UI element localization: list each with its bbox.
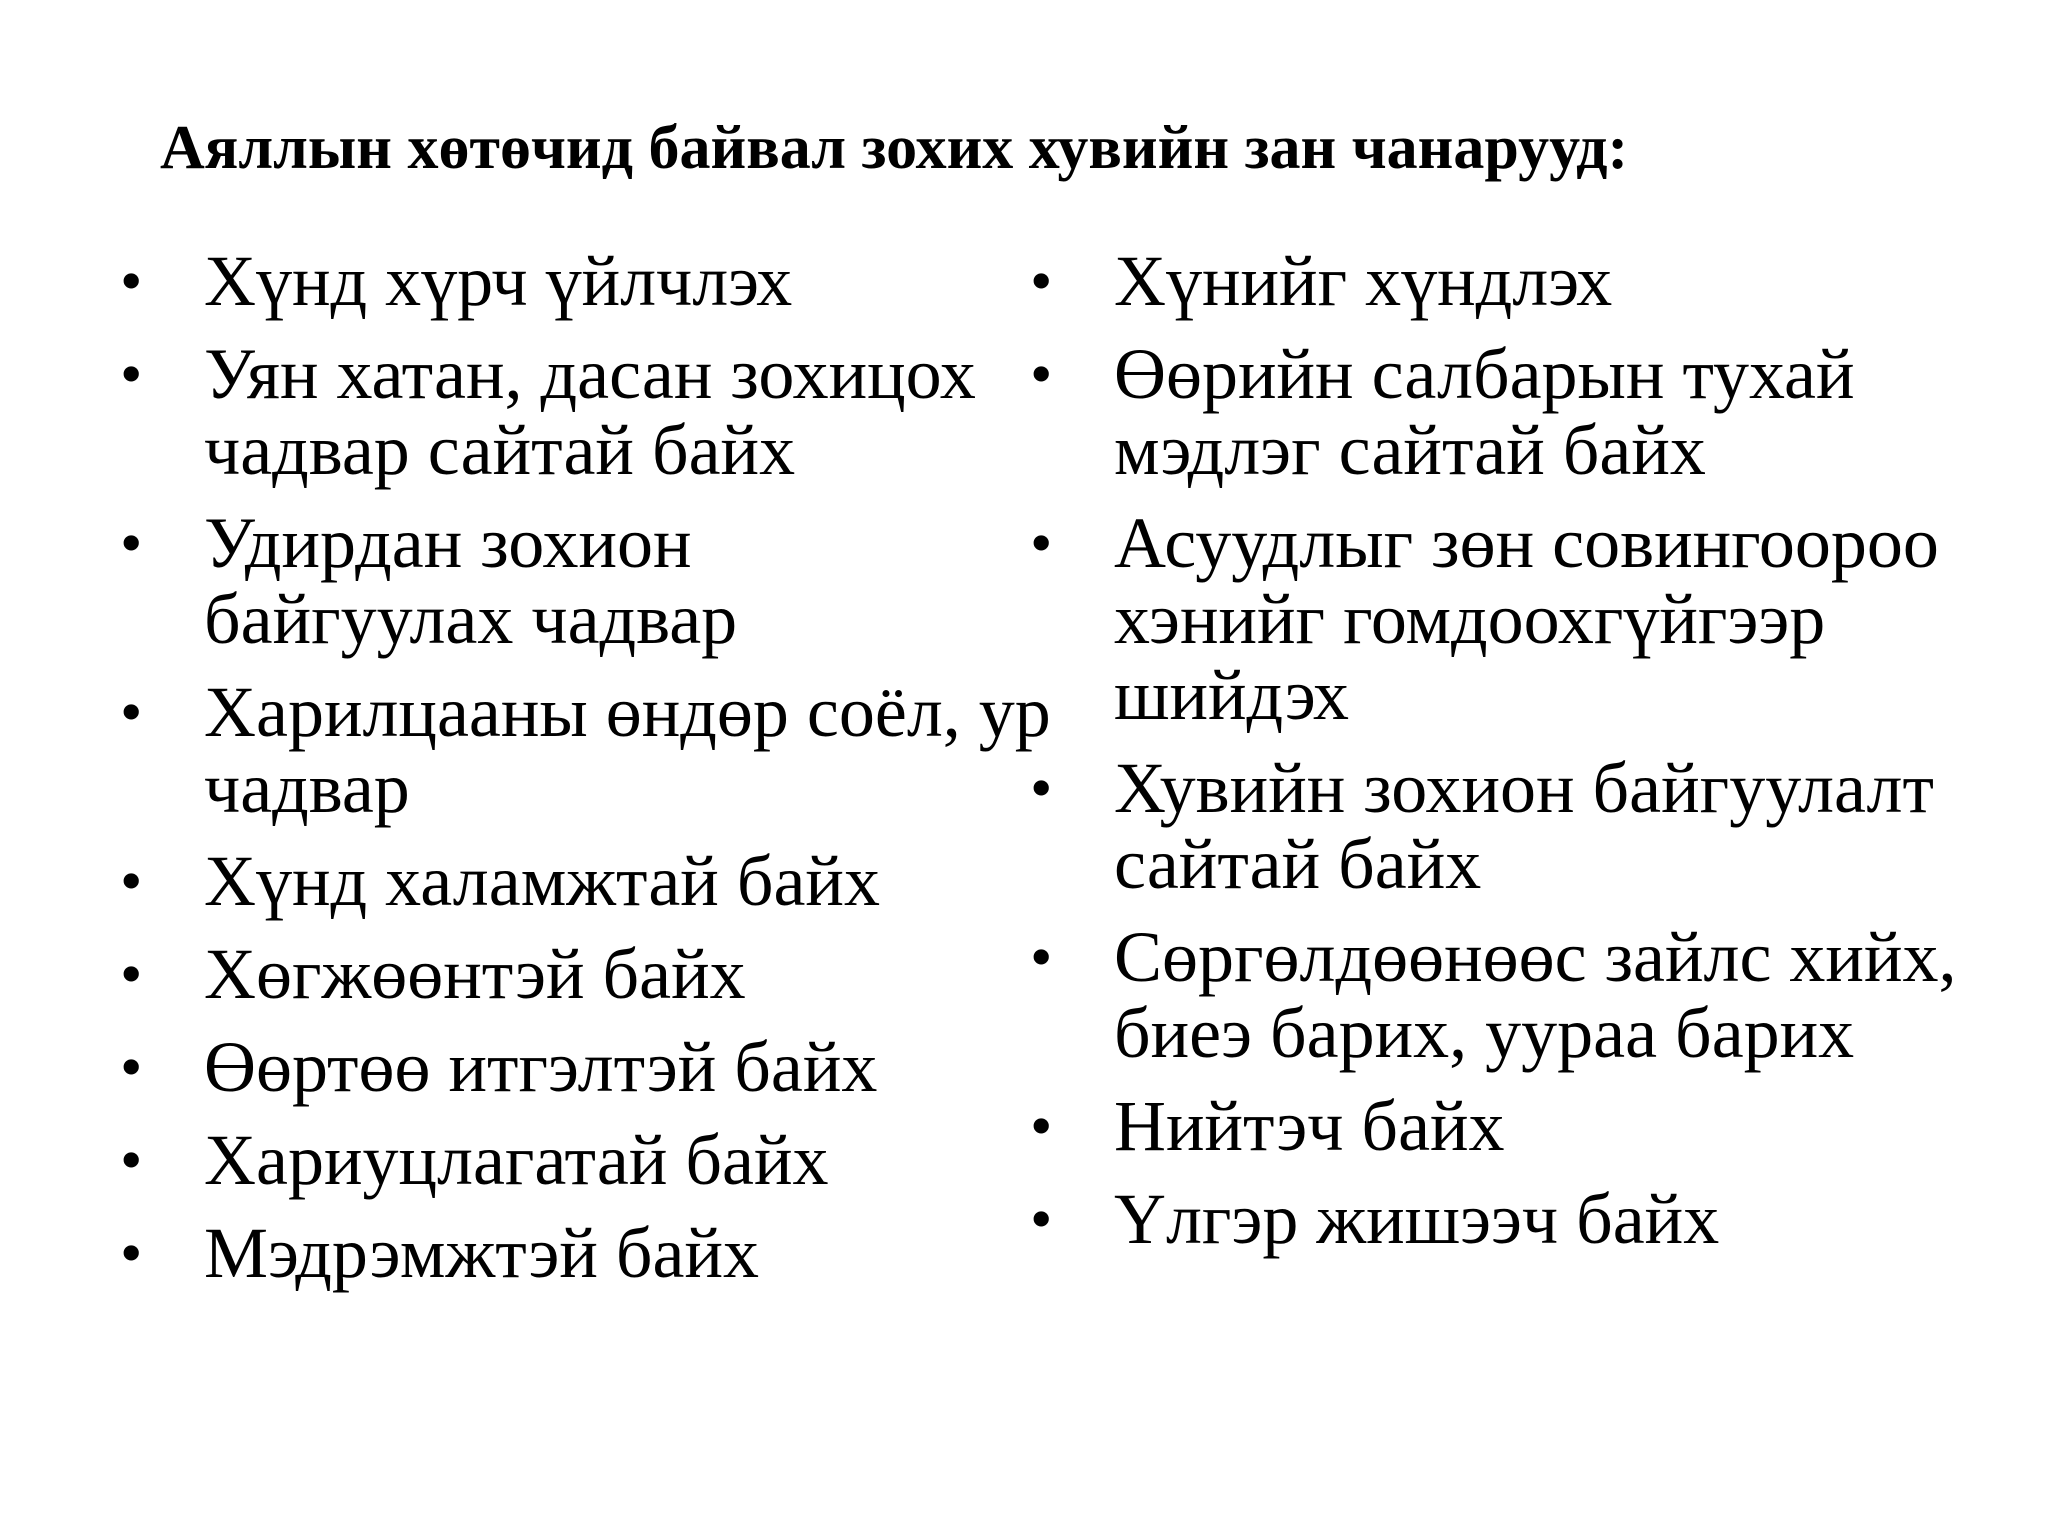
- list-item: [120, 936, 1104, 1012]
- bullet-icon: •: [1030, 921, 1053, 992]
- list-item: [1030, 1181, 2014, 1257]
- list-item-text: Үлгэр жишээч байх: [1114, 1179, 1720, 1259]
- list-item: [1030, 505, 2014, 733]
- list-item-text: Удирдан зохион байгуулах чадвар: [204, 503, 738, 659]
- bullet-icon: •: [120, 845, 143, 916]
- list-item-text: Сөргөлдөөнөөс зайлс хийх, биеэ барих, уураа барих: [1114, 917, 1957, 1073]
- list-item: [120, 1029, 1104, 1105]
- list-item-text: Асуудлыг зөн совингоороо хэнийг гомдоохгүйгээр шийдэх: [1114, 503, 1939, 735]
- bullet-icon: •: [120, 507, 143, 578]
- bullet-icon: •: [1030, 338, 1053, 409]
- list-item-text: Хөгжөөнтэй байх: [204, 934, 746, 1014]
- list-item-text: Харилцааны өндөр соёл, ур чадвар: [204, 672, 1051, 828]
- list-item: [120, 1215, 1104, 1291]
- list-item-text: Хүнд хүрч үйлчлэх: [204, 241, 793, 321]
- bullet-icon: •: [1030, 1090, 1053, 1161]
- bullet-icon: •: [120, 245, 143, 316]
- bullet-icon: •: [120, 1031, 143, 1102]
- bullet-icon: •: [120, 1124, 143, 1195]
- list-item: [1030, 750, 2014, 902]
- list-item-text: Өөртөө итгэлтэй байх: [204, 1027, 878, 1107]
- list-item-text: Нийтэч байх: [1114, 1086, 1505, 1166]
- list-item: [1030, 336, 2014, 488]
- bullet-icon: •: [120, 938, 143, 1009]
- list-item-text: Хариуцлагатай байх: [204, 1120, 829, 1200]
- list-item-text: Мэдрэмжтэй байх: [204, 1213, 760, 1293]
- bullet-icon: •: [120, 338, 143, 409]
- list-item: [120, 843, 1104, 919]
- list-item: [120, 1122, 1104, 1198]
- bullet-icon: •: [1030, 245, 1053, 316]
- list-item: [120, 336, 1144, 488]
- list-item-text: Хүнд халамжтай байх: [204, 841, 880, 921]
- bullet-icon: •: [1030, 1183, 1053, 1254]
- bullet-icon: •: [120, 1217, 143, 1288]
- list-item: [120, 674, 1124, 826]
- list-item-text: Өөрийн салбарын тухай мэдлэг сайтай байх: [1114, 334, 1855, 490]
- list-item-text: Хүнийг хүндлэх: [1114, 241, 1613, 321]
- list-item: [1030, 919, 2014, 1071]
- bullet-icon: •: [120, 676, 143, 747]
- list-item: [1030, 243, 2014, 319]
- bullet-icon: •: [1030, 507, 1053, 578]
- list-item: [1030, 1088, 2014, 1164]
- right-bullet-list: [1030, 243, 1990, 1274]
- list-item: [120, 505, 824, 657]
- list-item-text: Хувийн зохион байгуулалт сайтай байх: [1114, 748, 1934, 904]
- slide-title: Аяллын хөтөчид байвал зохих хувийн зан чанарууд:: [160, 114, 1629, 182]
- list-item-text: Уян хатан, дасан зохицох чадвар сайтай байх: [204, 334, 976, 490]
- bullet-icon: •: [1030, 752, 1053, 823]
- list-item: [120, 243, 1084, 319]
- left-bullet-list: [120, 241, 1051, 1308]
